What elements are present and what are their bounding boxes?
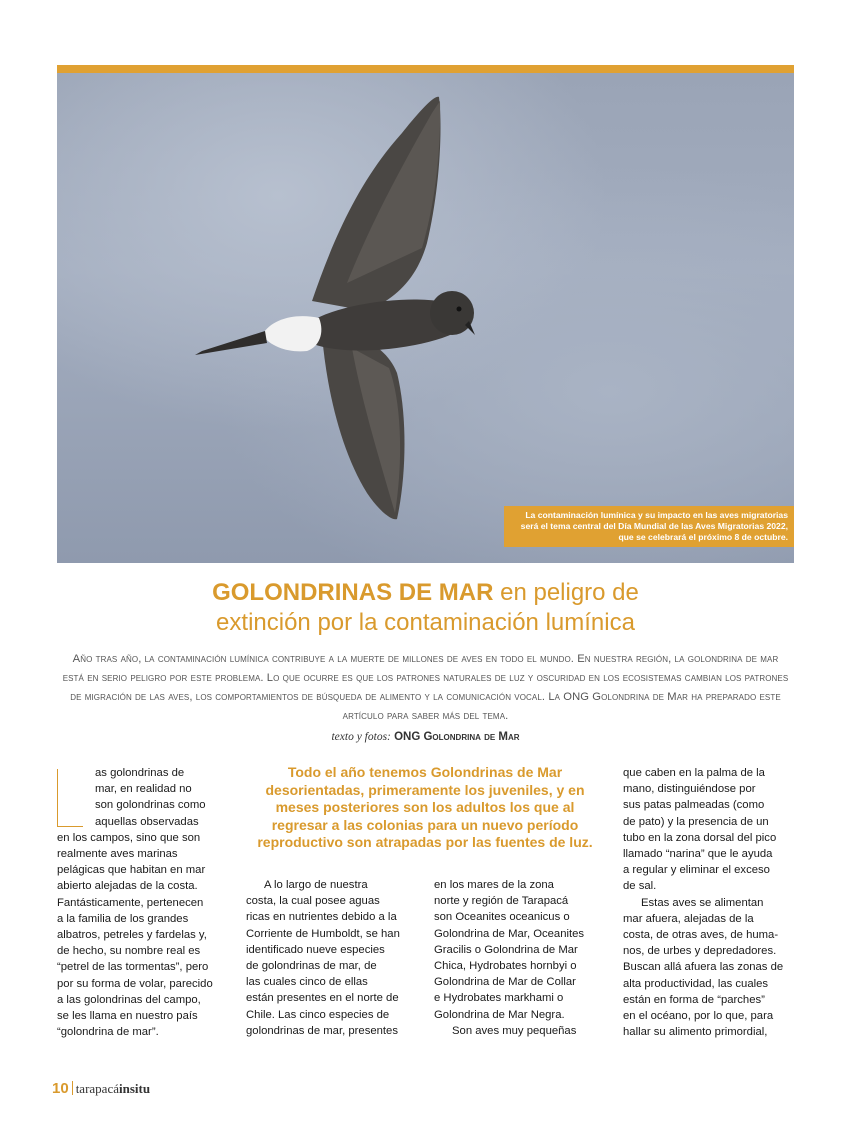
top-accent-bar xyxy=(57,65,794,73)
body-line: albatros, petreles y fardelas y, xyxy=(57,929,207,942)
body-line: Corriente de Humboldt, se han xyxy=(246,927,400,940)
body-line: as golondrinas de xyxy=(95,767,185,779)
publication-name-b: insitu xyxy=(118,1081,151,1096)
body-line: que caben en la palma de la xyxy=(623,767,765,779)
body-line: Golondrina de Mar, Oceanites xyxy=(434,927,585,940)
body-line: llamado “narina” que le ayuda xyxy=(623,848,773,861)
body-line: a regular y eliminar el exceso xyxy=(623,864,770,877)
body-line: están en forma de “parches” xyxy=(623,993,765,1006)
body-line: nos, de urbes y depredadores. xyxy=(623,945,777,958)
body-line: Buscan allá afuera las zonas de xyxy=(623,961,784,974)
body-line: Son aves muy pequeñas xyxy=(452,1024,577,1037)
body-line: se les llama en nuestro país xyxy=(57,1010,198,1023)
body-line: aquellas observadas xyxy=(95,815,199,828)
photo-caption: La contaminación lumínica y su impacto en las aves migratorias será el tema central del Día Mundial de las Aves Migratorias 2022, que se celebrará el próximo 8 de octubre. xyxy=(504,506,794,547)
headline-line2: extinción por la contaminación lumínica xyxy=(216,609,635,636)
body-line: en los campos, sino que son xyxy=(57,831,201,844)
body-line: mar afuera, alejadas de la xyxy=(623,912,754,925)
page-number: 10 xyxy=(52,1080,69,1097)
body-line: de sal. xyxy=(623,880,657,893)
article-lede: Año tras año, la contaminación lumínica contribuye a la muerte de millones de aves en todo el mundo. En nuestra región, la golondrina de mar está en serio peligro por este problema. Lo que ocurre es que los patrones naturales de luz y oscuridad en los ecosistemas cambian los patrones de migración de las aves, los comportamientos de búsqueda de alimento y la comunicación vocal. La ONG Golondrina de Mar ha preparado este artículo para saber más del tema. xyxy=(62,653,789,722)
headline-bold: GOLONDRINAS DE MAR xyxy=(212,579,494,606)
body-line: en el océano, por lo que, para xyxy=(623,1010,774,1023)
pull-quote: Todo el año tenemos Golondrinas de Mar desorientadas, primeramente los juveniles, y en meses posteriores son los adultos los que al regresar a las colonias para un nuevo período reproductivo son atrapadas por las fuentes de luz. xyxy=(257,764,593,850)
page-footer xyxy=(52,1080,150,1097)
body-line: mar, en realidad no xyxy=(95,783,192,796)
body-line: de pato) y la presencia de un xyxy=(623,815,769,828)
headline-rest: en peligro de xyxy=(493,579,639,606)
body-line: a las golondrinas del campo, xyxy=(57,993,201,1006)
body-line: tubo en la zona dorsal del pico xyxy=(623,831,777,844)
body-line: sus patas palmeadas (como xyxy=(623,799,765,812)
credit-label: texto y fotos: xyxy=(331,731,391,743)
body-line: las cuales cinco de ellas xyxy=(246,976,368,989)
body-line: Gracilis o Golondrina de Mar xyxy=(434,943,578,956)
body-line: identificado nueve especies xyxy=(246,943,385,956)
body-line: Chica, Hydrobates hornbyi o xyxy=(434,960,577,973)
body-line: pelágicas que habitan en mar xyxy=(57,864,206,877)
body-line: Golondrina de Mar Negra. xyxy=(434,1008,565,1021)
body-column-1 xyxy=(57,765,227,1040)
body-line: mano, distinguiéndose por xyxy=(623,783,756,796)
body-line: en los mares de la zona xyxy=(434,879,554,891)
body-line: “petrel de las tormentas”, pero xyxy=(57,961,209,974)
credit-author: ONG Golondrina de Mar xyxy=(394,731,520,743)
body-line: Chile. Las cinco especies de xyxy=(246,1008,390,1021)
bird-illustration xyxy=(57,73,794,563)
body-line: e Hydrobates markhami o xyxy=(434,992,564,1005)
body-line: hallar su alimento primordial, xyxy=(623,1026,768,1039)
article-credit xyxy=(57,731,794,743)
body-line: norte y región de Tarapacá xyxy=(434,895,569,908)
storm-petrel-photo xyxy=(57,73,794,563)
body-line: Golondrina de Mar de Collar xyxy=(434,976,576,989)
body-line: costa, la cual posee aguas xyxy=(246,895,380,908)
body-line: costa, de otras aves, de huma- xyxy=(623,929,779,942)
body-line: Estas aves se alimentan xyxy=(641,896,764,909)
body-line: son Oceanites oceanicus o xyxy=(434,911,570,924)
body-line: por su forma de volar, parecido xyxy=(57,977,213,990)
body-line: alta productividad, las cuales xyxy=(623,977,769,990)
body-line: golondrinas de mar, presentes xyxy=(246,1024,398,1037)
body-column-4 xyxy=(623,765,798,1040)
body-line: abierto alejadas de la costa. xyxy=(57,880,198,893)
body-line: a la familia de los grandes xyxy=(57,912,189,925)
body-line: están presentes en el norte de xyxy=(246,992,399,1005)
footer-divider xyxy=(72,1081,73,1095)
body-line: de hecho, su nombre real es xyxy=(57,945,201,958)
body-column-2 xyxy=(246,877,418,1039)
article-headline xyxy=(57,578,794,638)
body-column-3 xyxy=(434,877,606,1039)
publication-name-a: tarapacá xyxy=(75,1081,119,1096)
body-line: A lo largo de nuestra xyxy=(264,879,368,891)
body-line: de golondrinas de mar, de xyxy=(246,960,377,973)
body-line: realmente aves marinas xyxy=(57,848,178,861)
body-line: son golondrinas como xyxy=(95,799,206,812)
body-line: Fantásticamente, pertenecen xyxy=(57,896,204,909)
body-line: “golondrina de mar”. xyxy=(57,1026,159,1039)
body-line: ricas en nutrientes debido a la xyxy=(246,911,397,924)
